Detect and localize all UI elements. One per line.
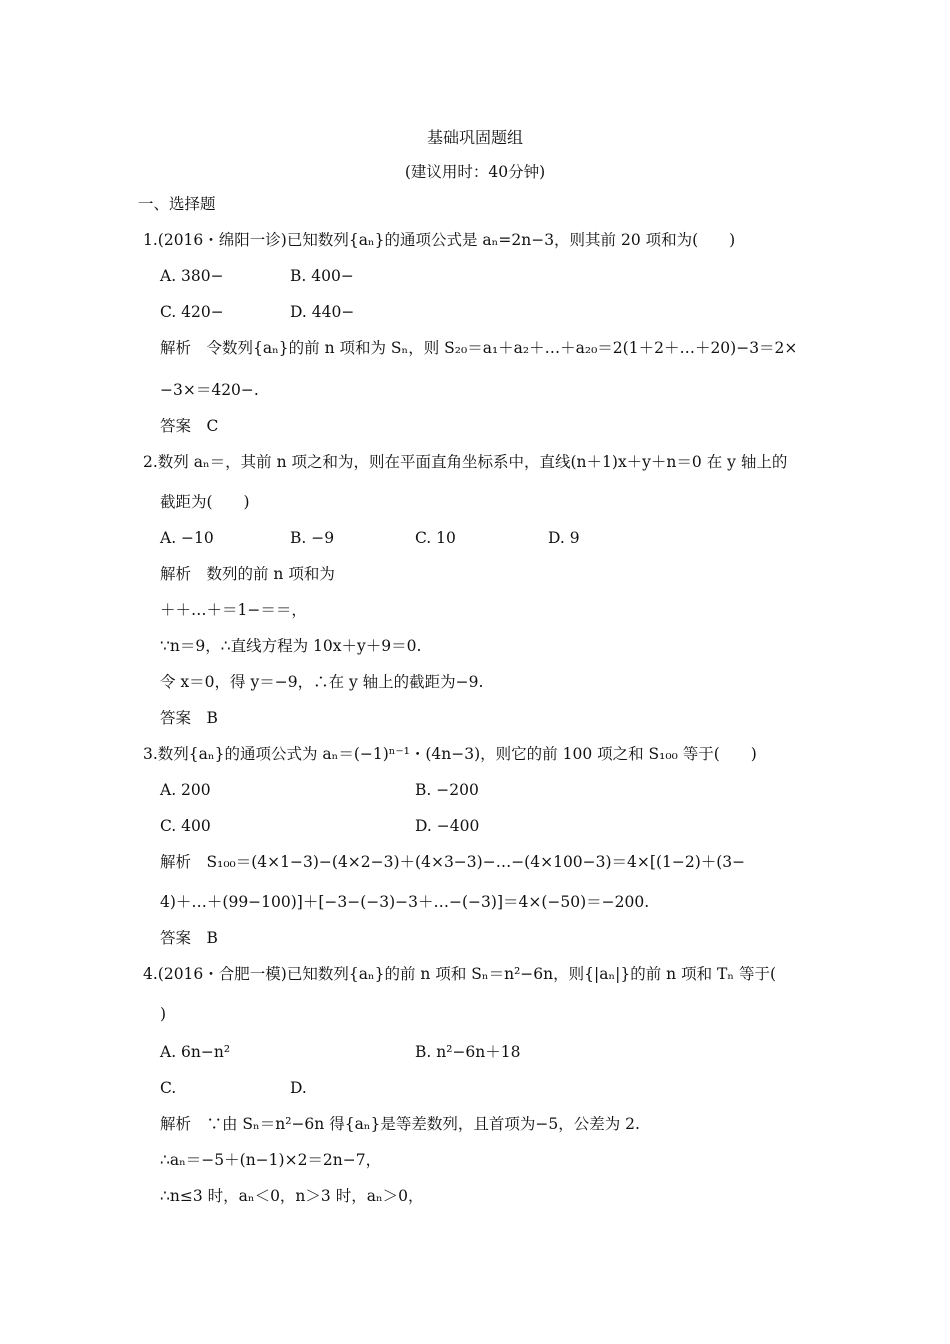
page-title: 基础巩固题组 — [426, 128, 523, 147]
question-1-option-d: D. 440− — [290, 303, 355, 321]
question-1-option-c: C. 420− — [160, 303, 224, 321]
question-4-option-d: D. — [290, 1079, 307, 1097]
question-2-option-a: A. −10 — [160, 529, 214, 547]
question-2-stem-line-2: 截距为( ) — [160, 493, 250, 511]
question-3-option-a: A. 200 — [160, 781, 211, 799]
question-2-answer: 答案 B — [160, 709, 218, 727]
question-2-solution-line-1: 解析 数列的前 n 项和为 — [160, 565, 335, 583]
question-2-solution-line-3: ∵n＝9，∴直线方程为 10x＋y＋9＝0. — [160, 637, 422, 655]
question-3-answer: 答案 B — [160, 929, 218, 947]
question-3-stem: 3.数列{aₙ}的通项公式为 aₙ＝(−1)ⁿ⁻¹・(4n−3)，则它的前 100 项之和 S₁₀₀ 等于( ) — [143, 745, 757, 763]
question-3-solution-line-1: 解析 S₁₀₀＝(4×1−3)−(4×2−3)＋(4×3−3)−…−(4×100−3)＝4×[(1−2)＋(3− — [160, 853, 746, 871]
question-4-option-b: B. n²−6n＋18 — [415, 1043, 521, 1061]
question-4-stem-line-1: 4.(2016・合肥一模)已知数列{aₙ}的前 n 项和 Sₙ＝n²−6n，则{|aₙ|}的前 n 项和 Tₙ 等于( — [143, 965, 777, 983]
question-3-option-d: D. −400 — [415, 817, 480, 835]
question-1-solution-line-1: 解析 令数列{aₙ}的前 n 项和为 Sₙ，则 S₂₀＝a₁＋a₂＋…＋a₂₀＝2(1＋2＋…＋20)−3＝2× — [160, 339, 798, 357]
question-4-solution-line-1: 解析 ∵由 Sₙ＝n²−6n 得{aₙ}是等差数列，且首项为−5，公差为 2. — [160, 1115, 640, 1133]
section-heading: 一、选择题 — [138, 195, 216, 213]
question-1-stem: 1.(2016・绵阳一诊)已知数列{aₙ}的通项公式是 aₙ=2n−3，则其前 20 项和为( ) — [143, 231, 736, 249]
question-2-option-c: C. 10 — [415, 529, 456, 547]
page-subtitle: (建议用时：40分钟) — [404, 163, 546, 181]
question-4-solution-line-3: ∴n≤3 时，aₙ＜0，n＞3 时，aₙ＞0， — [160, 1187, 424, 1205]
question-1-answer: 答案 C — [160, 417, 219, 435]
question-3-option-b: B. −200 — [415, 781, 479, 799]
question-2-stem-line-1: 2.数列 aₙ＝，其前 n 项之和为，则在平面直角坐标系中，直线(n＋1)x＋y＋n＝0 在 y 轴上的 — [143, 453, 788, 471]
question-1-solution-line-2: −3×＝420−. — [160, 381, 259, 399]
question-4-solution-line-2: ∴aₙ＝−5＋(n−1)×2＝2n−7， — [160, 1151, 382, 1169]
question-4-option-c: C. — [160, 1079, 177, 1097]
question-4-stem-line-2: ) — [160, 1005, 167, 1023]
question-2-option-b: B. −9 — [290, 529, 335, 547]
question-2-solution-line-4: 令 x＝0，得 y＝−9，∴在 y 轴上的截距为−9. — [160, 673, 484, 691]
question-3-option-c: C. 400 — [160, 817, 211, 835]
question-2-solution-line-2: ＋＋…＋＝1−＝＝， — [160, 601, 307, 619]
question-1-option-a: A. 380− — [160, 267, 224, 285]
question-2-option-d: D. 9 — [548, 529, 580, 547]
question-3-solution-line-2: 4)＋…＋(99−100)]＋[−3−(−3)−3＋…−(−3)]＝4×(−50)＝−200. — [160, 893, 650, 911]
question-1-option-b: B. 400− — [290, 267, 354, 285]
question-4-option-a: A. 6n−n² — [160, 1043, 231, 1061]
